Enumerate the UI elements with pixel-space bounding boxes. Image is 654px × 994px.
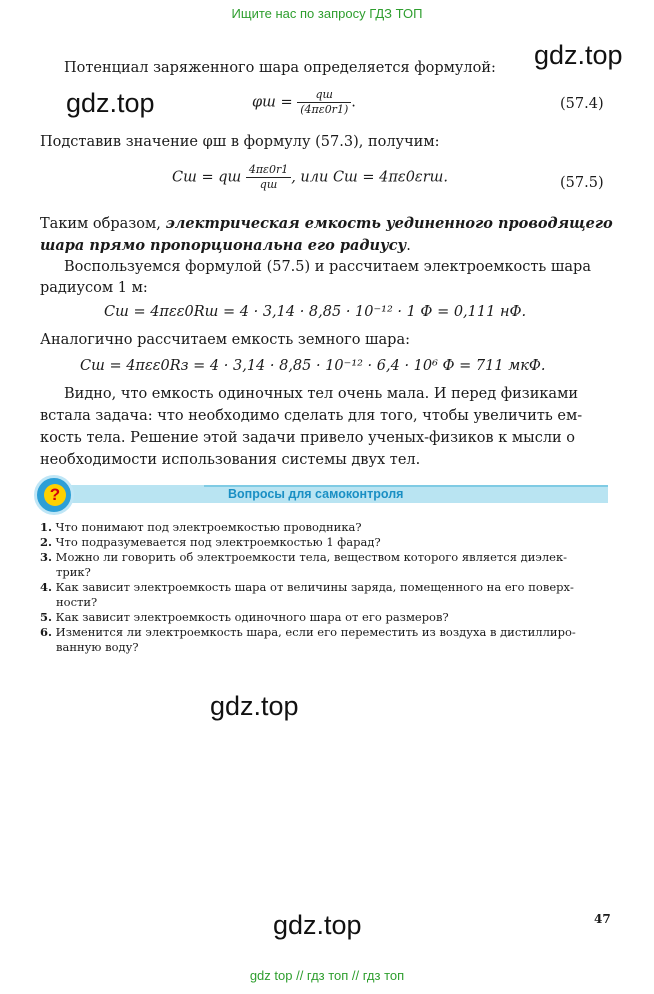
watermark-4: gdz.top — [273, 910, 362, 940]
eq1-numerator: qш — [297, 88, 351, 103]
questions-list — [40, 520, 620, 655]
question-mark-icon — [34, 475, 74, 515]
list-item — [40, 520, 620, 535]
paragraph-6-line-3: кость тела. Решение этой задачи привело ученых-физиков к мысли о — [40, 430, 576, 446]
question-text: Что подразумевается под электроемкостью 1 фарад? — [55, 535, 381, 549]
equation-earth: Cш = 4πεε0Rз = 4 · 3,14 · 8,85 · 10⁻¹² · 6,4 · 10⁶ Ф = 711 мкФ. — [80, 358, 546, 374]
question-mark-glyph: ? — [44, 484, 66, 506]
equation-number-57-4: (57.4) — [560, 96, 604, 112]
eq2-rest: , или Cш = 4πε0εrш. — [291, 169, 448, 186]
list-item — [40, 535, 620, 550]
footer-links[interactable]: gdz top // гдз топ // гдз топ — [249, 968, 405, 983]
paragraph-4-line-2: радиусом 1 м: — [40, 280, 148, 296]
eq1-tail: . — [351, 94, 356, 111]
question-text: Можно ли говорить об электроемкости тела, веществом которого является диэлек- — [55, 550, 568, 564]
paragraph-6 — [40, 383, 620, 471]
list-item — [40, 610, 620, 625]
question-text: Как зависит электроемкость шара от величины заряда, помещенного на его поверх- — [55, 580, 574, 594]
eq2-lhs: Cш = qш — [172, 169, 242, 186]
paragraph-6-line-2: встала задача: что необходимо сделать для того, чтобы увеличить ем- — [40, 408, 583, 424]
questions-title: Вопросы для самоконтроля — [228, 487, 404, 501]
question-number: 6. — [40, 625, 53, 639]
questions-header — [34, 481, 608, 509]
list-item — [40, 550, 620, 565]
watermark-3: gdz.top — [210, 691, 299, 721]
equation-57-5 — [172, 163, 448, 192]
eq2-denominator: qш — [259, 178, 278, 191]
list-item — [40, 625, 620, 640]
watermark-1: gdz.top — [534, 40, 623, 70]
list-item — [40, 595, 620, 610]
paragraph-4-line-1: Воспользуемся формулой (57.5) и рассчитаем электроемкость шара — [64, 259, 591, 275]
paragraph-1: Потенциал заряженного шара определяется формулой: — [64, 60, 496, 76]
eq1-denominator: (4πε0r1) — [300, 103, 349, 116]
paragraph-6-line-4: необходимости использования системы двух тел. — [40, 452, 421, 468]
question-text: Как зависит электроемкость одиночного шара от его размеров? — [55, 610, 449, 624]
equation-number-57-5: (57.5) — [560, 175, 604, 191]
question-number: 4. — [40, 580, 53, 594]
eq1-lhs: φш = — [252, 94, 293, 111]
question-text: Изменится ли электроемкость шара, если его переместить из воздуха в дистиллиро- — [55, 625, 576, 639]
equation-sphere-1m: Cш = 4πεε0Rш = 4 · 3,14 · 8,85 · 10⁻¹² · 1 Ф = 0,111 нФ. — [104, 304, 527, 320]
paragraph-5: Аналогично рассчитаем емкость земного шара: — [40, 332, 410, 348]
equation-57-4 — [252, 88, 356, 117]
eq1-fraction — [297, 88, 351, 117]
eq2-fraction — [246, 163, 291, 192]
list-item — [40, 565, 620, 580]
question-number: 2. — [40, 535, 53, 549]
top-banner: Ищите нас по запросу ГДЗ ТОП — [231, 6, 423, 21]
paragraph-2: Подставив значение φш в формулу (57.3), получим: — [40, 134, 440, 150]
paragraph-3-emphasis-2: шара прямо пропорциональна его радиусу — [40, 237, 407, 254]
question-number: 5. — [40, 610, 53, 624]
question-number: 3. — [40, 550, 53, 564]
list-item — [40, 580, 620, 595]
question-text: ванную воду? — [56, 640, 139, 654]
paragraph-3-end: . — [406, 238, 411, 254]
question-number: 1. — [40, 520, 53, 534]
paragraph-6-line-1: Видно, что емкость одиночных тел очень мала. И перед физиками — [64, 386, 579, 402]
watermark-2: gdz.top — [66, 88, 155, 118]
question-text: Что понимают под электроемкостью проводника? — [55, 520, 362, 534]
paragraph-3-emphasis-1: электрическая емкость уединенного проводящего — [165, 215, 613, 232]
question-text: ности? — [56, 595, 98, 609]
list-item — [40, 640, 620, 655]
paragraph-3 — [40, 213, 614, 257]
eq2-numerator: 4πε0r1 — [246, 163, 291, 178]
question-text: трик? — [56, 565, 91, 579]
page-number: 47 — [594, 912, 611, 926]
paragraph-3-lead: Таким образом, — [40, 216, 166, 232]
